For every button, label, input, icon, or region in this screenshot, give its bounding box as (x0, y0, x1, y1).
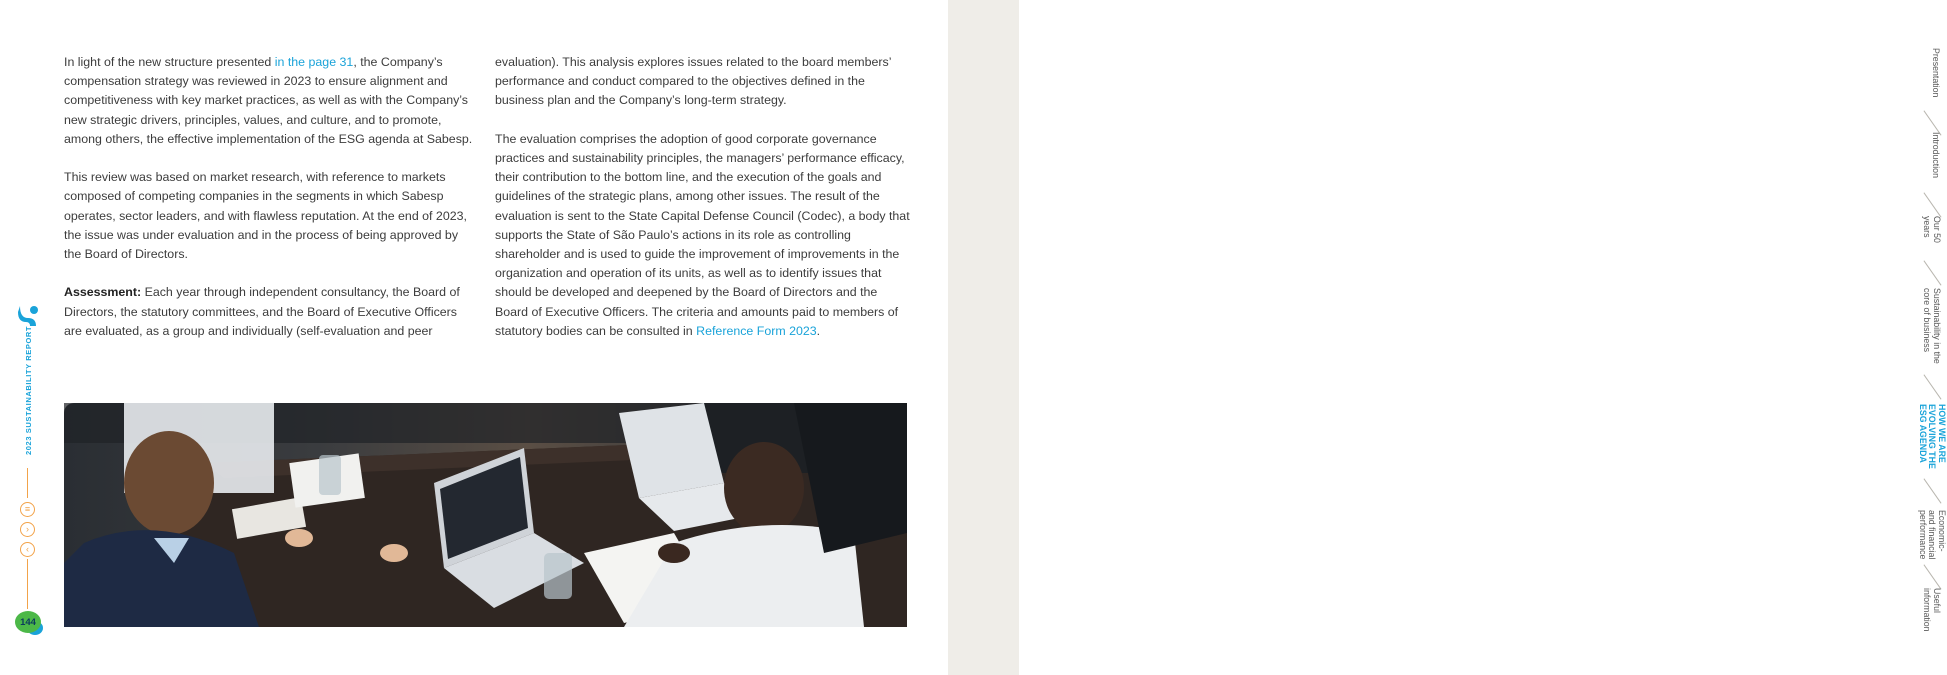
menu-button[interactable] (20, 502, 35, 517)
sidebar-item-presentation[interactable]: Presentation (1931, 48, 1941, 98)
text-column-left (64, 53, 476, 360)
sidebar-item-useful-information[interactable]: Useful information (1922, 588, 1942, 632)
previous-page-button[interactable] (20, 542, 35, 557)
sidebar-divider (1923, 374, 1941, 399)
paragraph-assessment: Assessment: Each year through independent consultancy, the Board of Directors, the statutory committees, and the Board of Executive Officers are evaluated, as a group and individually (self-evaluation and peer (64, 285, 460, 338)
paragraph-evaluation-criteria: The evaluation comprises the adoption of good corporate governance practices and sustainability principles, the managers’ performance efficacy, their contribution to the bottom line, and the execution of the goals and guidelines of the strategic plans, among other issues. The result of the evaluation is sent to the State Capital Defense Council (Codec), a body that supports the State of São Paulo’s actions in its role as controlling shareholder and is used to guide the improvement of improvements in the organization and operation of its units, as well as to identify issues that should be developed and deepened by the Board of Directors and the Board of Executive Officers. The criteria and amounts paid to members of statutory bodies can be consulted in Reference Form 2023. (495, 131, 910, 338)
rail-divider-top (27, 468, 28, 498)
sidebar-item-sustainability[interactable]: Sustainability in the core of business (1922, 288, 1942, 364)
chevron-right-icon: › (26, 524, 29, 534)
meeting-photo-illustration (64, 403, 907, 627)
reference-form-link[interactable]: Reference Form 2023 (696, 323, 817, 338)
sidebar-item-our-50-years[interactable]: Our 50 years (1922, 216, 1942, 243)
sidebar-item-introduction[interactable]: Introduction (1931, 132, 1941, 178)
chapter-sidebar (948, 0, 1947, 675)
sidebar-divider (1923, 478, 1941, 503)
paragraph-evaluation-analysis: evaluation). This analysis explores issues related to the board members’ performance and conduct compared to the objectives defined in the business plan and the Company’s long-term strategy. (495, 55, 892, 108)
sidebar-divider (1923, 564, 1941, 589)
page-number-badge: 144 (15, 611, 41, 633)
menu-icon: ≡ (24, 504, 31, 514)
text-column-right (495, 53, 910, 360)
meeting-photo (64, 403, 907, 627)
paragraph-compensation: In light of the new structure presented in the page 31, the Company’s compensation strategy was reviewed in 2023 to ensure alignment and competitiveness with key market practices, as well as with the Company’s new strategic drivers, principles, values, and culture, and to promote, among others, the effective implementation of the ESG agenda at Sabesp. (64, 55, 473, 146)
next-page-button[interactable] (20, 522, 35, 537)
assessment-heading: Assessment: (64, 285, 142, 300)
sidebar-item-economic-performance[interactable]: Economic- and financial performance (1917, 510, 1947, 560)
chevron-left-icon: ‹ (26, 544, 29, 554)
sabesp-logo-icon (16, 304, 40, 328)
sidebar-divider (1923, 192, 1941, 217)
rail-divider-bottom (27, 559, 28, 609)
page-31-link[interactable]: in the page 31 (274, 55, 354, 69)
report-title: 2023 SUSTAINABILITY REPORT (24, 325, 33, 455)
sidebar-divider (1923, 260, 1941, 285)
paragraph-market-research: This review was based on market research, with reference to markets composed of competing companies in the segments in which Sabesp operates, sector leaders, and with flawless reputation. At the end of 2023, the issue was under evaluation and in the process of being approved by the Board of Directors. (64, 170, 467, 262)
sidebar-item-esg-agenda[interactable]: HOW WE ARE EVOLVING THE ESG AGENDA (1917, 404, 1947, 469)
